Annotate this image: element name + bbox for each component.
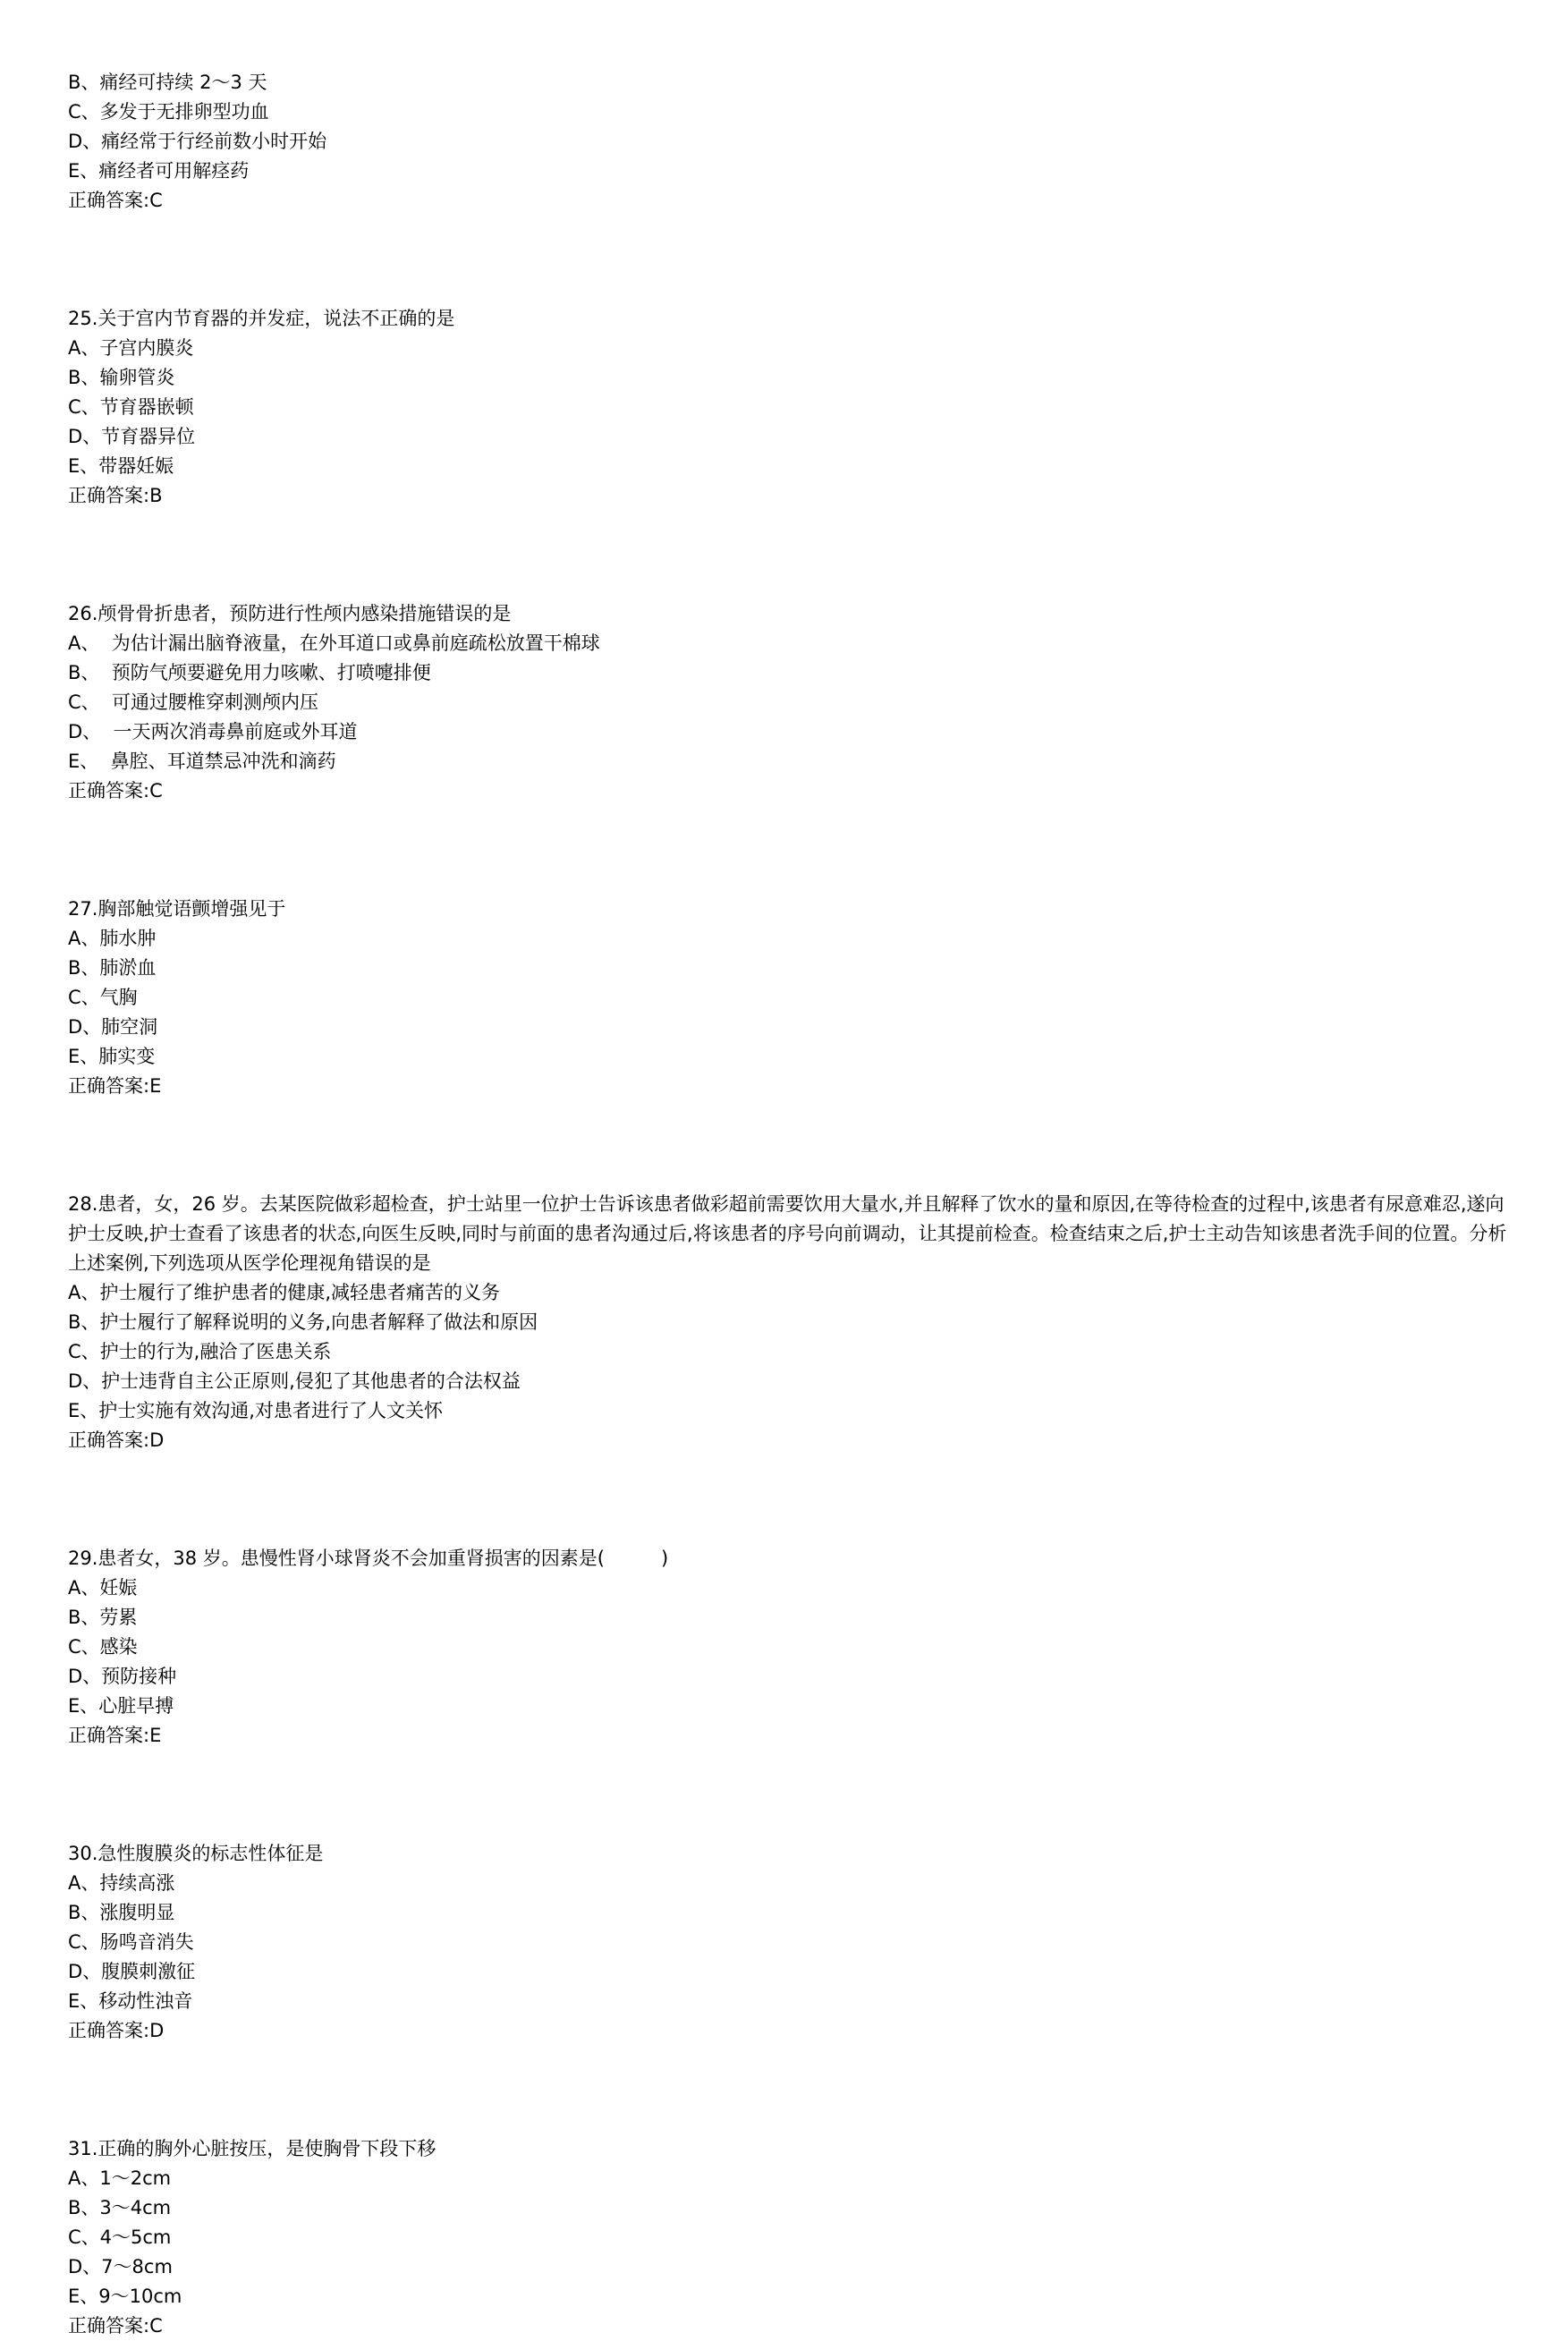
option-b: B、肺淤血 [68, 957, 157, 979]
answer: 正确答案:C [68, 780, 163, 802]
option-e: E、心脏早搏 [68, 1695, 174, 1717]
option-d: D、痛经常于行经前数小时开始 [68, 131, 327, 152]
answer: 正确答案:C [68, 2315, 163, 2337]
option-d: D、腹膜刺激征 [68, 1961, 196, 1982]
answer: 正确答案:B [68, 485, 163, 506]
question-stem: 31.正确的胸外心脏按压，是使胸骨下段下移 [68, 2138, 436, 2159]
option-b: B、 预防气颅要避免用力咳嗽、打喷嚏排便 [68, 662, 431, 683]
question-stem: 28.患者，女，26 岁。去某医院做彩超检查，护士站里一位护士告诉该患者做彩超前需要饮用大量水,并且解释了饮水的量和原因,在等待检查的过程中,该患者有尿意难忍,遂向护士反映,护士查看了该患者的状态,向医生反映,同时与前面的患者沟通过后,将该患者的序号向前调动，让其提前检查。检查结束之后,护士主动告知该患者洗手间的位置。分析上述案例,下列选项从医学伦理视角错误的是 [68, 1193, 1507, 1274]
option-d: D、护士违背自主公正原则,侵犯了其他患者的合法权益 [68, 1370, 521, 1392]
option-c: C、4～5cm [68, 2226, 172, 2248]
question-stem: 25.关于宫内节育器的并发症，说法不正确的是 [68, 308, 455, 329]
option-c: C、节育器嵌顿 [68, 396, 194, 418]
option-b: B、护士履行了解释说明的义务,向患者解释了做法和原因 [68, 1311, 538, 1333]
question-25 [68, 304, 1517, 511]
question-stem: 27.胸部触觉语颤增强见于 [68, 898, 286, 920]
option-a: A、子宫内膜炎 [68, 337, 194, 359]
option-b: B、涨腹明显 [68, 1902, 175, 1923]
option-e: E、 鼻腔、耳道禁忌冲洗和滴药 [68, 751, 336, 772]
option-a: A、护士履行了维护患者的健康,减轻患者痛苦的义务 [68, 1282, 501, 1303]
answer: 正确答案:D [68, 1429, 165, 1451]
option-c: C、 可通过腰椎穿刺测颅内压 [68, 691, 319, 713]
option-a: A、1～2cm [68, 2167, 172, 2189]
option-c: C、护士的行为,融洽了医患关系 [68, 1341, 332, 1362]
question-stem: 29.患者女，38 岁。患慢性肾小球肾炎不会加重肾损害的因素是( ) [68, 1548, 669, 1569]
option-e: E、移动性浊音 [68, 1990, 193, 2012]
answer: 正确答案:E [68, 1075, 162, 1097]
option-c: C、气胸 [68, 987, 138, 1008]
answer: 正确答案:D [68, 2020, 165, 2041]
option-d: D、 一天两次消毒鼻前庭或外耳道 [68, 721, 358, 742]
option-b: B、痛经可持续 2～3 天 [68, 72, 267, 93]
question-stem: 30.急性腹膜炎的标志性体征是 [68, 1843, 324, 1864]
question-28 [68, 1190, 1517, 1455]
option-e: E、肺实变 [68, 1046, 156, 1067]
option-a: A、妊娠 [68, 1577, 138, 1599]
option-b: B、输卵管炎 [68, 367, 175, 388]
option-c: C、多发于无排卵型功血 [68, 101, 269, 123]
option-d: D、肺空洞 [68, 1016, 158, 1038]
option-c: C、肠鸣音消失 [68, 1931, 194, 1953]
answer: 正确答案:E [68, 1725, 162, 1746]
question-29 [68, 1544, 1517, 1751]
question-30 [68, 1839, 1517, 2046]
option-d: D、节育器异位 [68, 426, 196, 447]
option-e: E、痛经者可用解痉药 [68, 160, 250, 182]
option-c: C、感染 [68, 1636, 138, 1658]
question-stem: 26.颅骨骨折患者，预防进行性颅内感染措施错误的是 [68, 603, 512, 624]
option-b: B、劳累 [68, 1607, 138, 1628]
option-a: A、 为估计漏出脑脊液量，在外耳道口或鼻前庭疏松放置干棉球 [68, 632, 600, 654]
question-26 [68, 599, 1517, 806]
option-e: E、护士实施有效沟通,对患者进行了人文关怀 [68, 1400, 443, 1421]
option-a: A、持续高涨 [68, 1872, 175, 1894]
option-e: E、带器妊娠 [68, 455, 174, 477]
question-31 [68, 2134, 1517, 2341]
option-a: A、肺水肿 [68, 928, 157, 949]
question-27 [68, 895, 1517, 1101]
option-d: D、预防接种 [68, 1666, 177, 1687]
option-e: E、9～10cm [68, 2286, 182, 2307]
answer: 正确答案:C [68, 190, 163, 211]
option-b: B、3～4cm [68, 2197, 172, 2218]
option-d: D、7～8cm [68, 2256, 173, 2277]
question-24-continued [68, 68, 1517, 216]
document-page [68, 68, 1517, 2341]
